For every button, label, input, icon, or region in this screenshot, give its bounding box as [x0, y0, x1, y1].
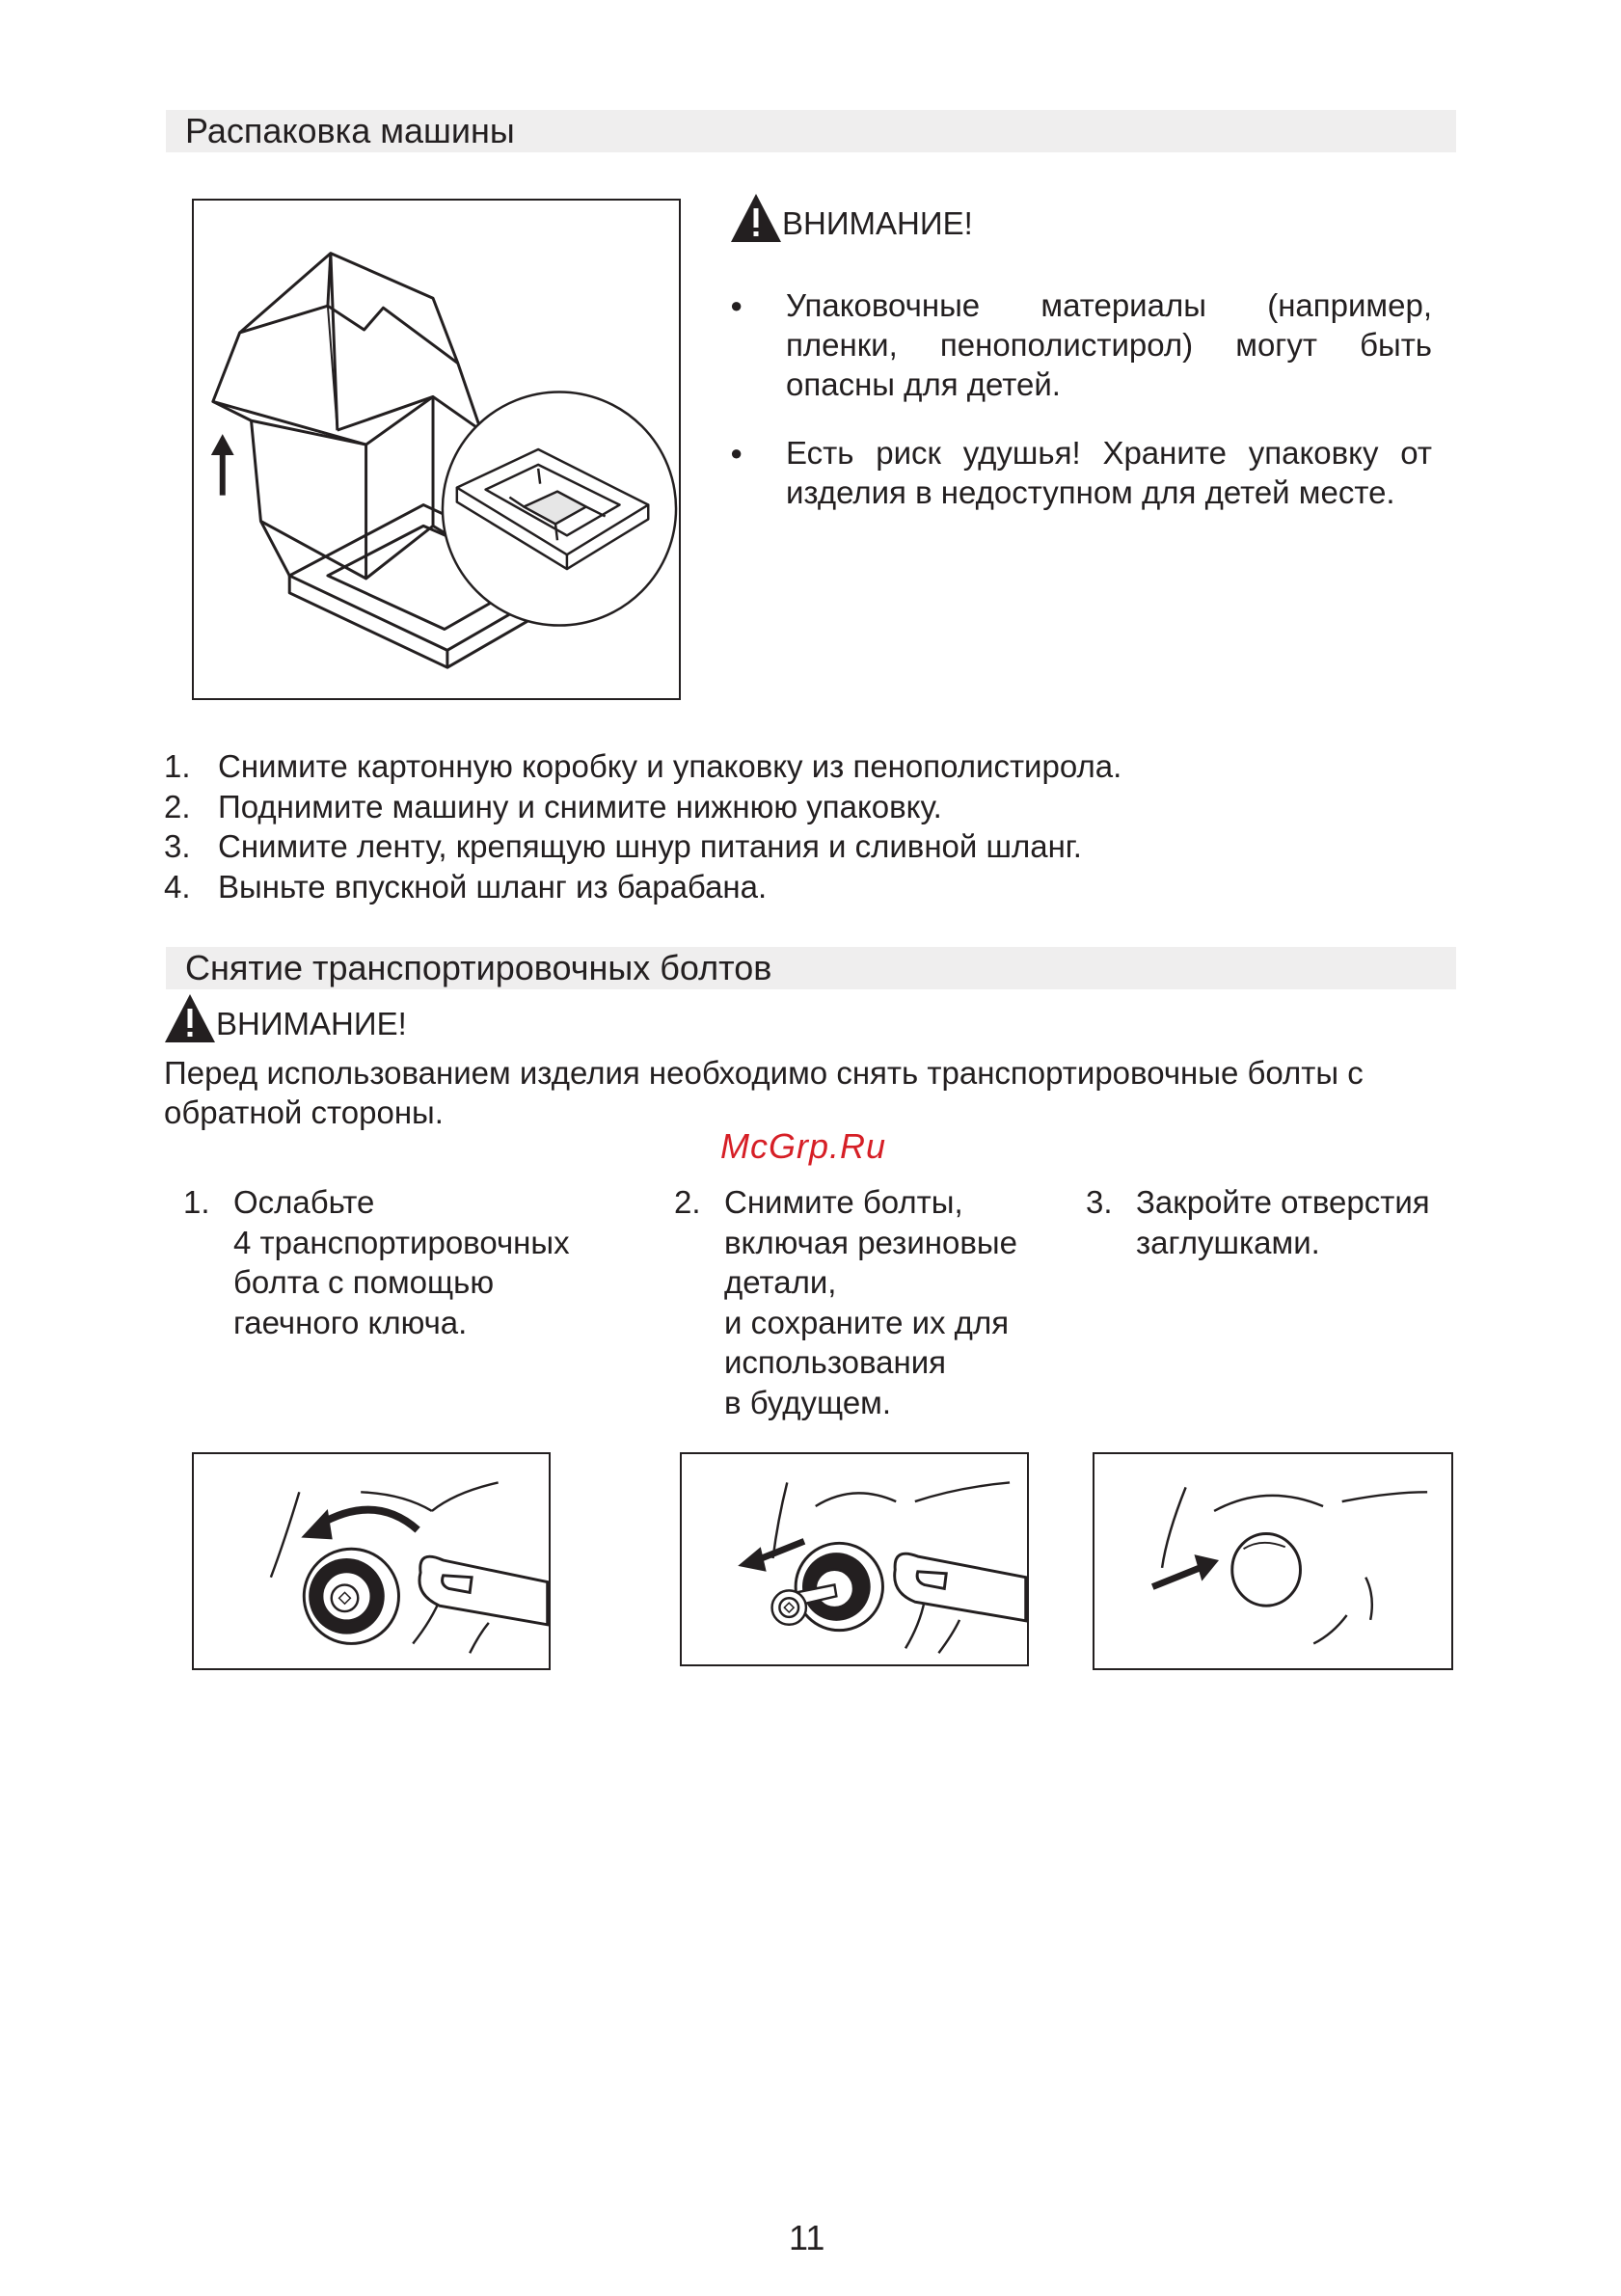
- step-text: [724, 1182, 1017, 1422]
- step-text: Выньте впускной шланг из барабана.: [218, 868, 768, 905]
- insert-plug-drawing: [1094, 1454, 1451, 1668]
- warning-unpacking: [730, 193, 973, 243]
- section-title-unpacking: Распаковка машины: [166, 110, 1456, 152]
- bolt-icon: [304, 1549, 398, 1643]
- step-number: 3.: [1086, 1184, 1113, 1220]
- step-text: [1136, 1182, 1430, 1262]
- rotate-arrow-icon: [301, 1509, 418, 1539]
- step-number: 2.: [164, 788, 191, 824]
- warning-bolts: [164, 993, 407, 1043]
- remove-bolt-illustration: [680, 1452, 1029, 1666]
- remove-bolt-drawing: [682, 1454, 1027, 1664]
- step-number: 4.: [164, 868, 191, 905]
- step-line: 4 транспортировочных: [233, 1224, 570, 1260]
- page-number: 11: [789, 2218, 825, 2257]
- box-lift-drawing: [194, 201, 679, 698]
- step-line: Снимите болты,: [724, 1184, 963, 1220]
- step-line: детали,: [724, 1264, 837, 1300]
- warning-label: ВНИМАНИЕ!: [782, 205, 973, 241]
- bolt-step-2: [674, 1182, 1017, 1422]
- warning-label: ВНИМАНИЕ!: [216, 1006, 407, 1041]
- step-line: Ослабьте: [233, 1184, 375, 1220]
- bolt-step-3: [1086, 1182, 1430, 1262]
- list-item: [164, 787, 1456, 827]
- cover-plug-icon: [1232, 1534, 1301, 1607]
- section-title-bolts: Снятие транспортировочных болтов: [166, 947, 1456, 989]
- watermark-text: McGrp.Ru: [720, 1126, 887, 1166]
- step-text: Поднимите машину и снимите нижнюю упаковку.: [218, 788, 942, 824]
- list-item: [164, 826, 1456, 867]
- step-number: 1.: [183, 1184, 210, 1220]
- warning-triangle-icon: [164, 993, 216, 1043]
- step-line: Закройте отверстия: [1136, 1184, 1430, 1220]
- step-line: включая резиновые: [724, 1224, 1017, 1260]
- step-line: заглушками.: [1136, 1224, 1320, 1260]
- list-item: ● Упаковочные материалы (например, пленки, пенополистирол) могут быть опасны для детей.: [730, 285, 1432, 404]
- unpacking-steps: [164, 746, 1456, 906]
- step-number: 2.: [674, 1184, 701, 1220]
- wrench-icon: [895, 1553, 1026, 1621]
- wrench-icon: [419, 1556, 548, 1625]
- step-line: болта с помощью: [233, 1264, 495, 1300]
- loosen-bolt-illustration: [192, 1452, 551, 1670]
- bolt-step-1: [183, 1182, 570, 1342]
- lift-arrow-icon: [211, 434, 234, 495]
- list-item: [164, 746, 1456, 787]
- step-line: использования: [724, 1344, 947, 1380]
- step-text: [233, 1182, 570, 1342]
- warning-triangle-icon: [730, 193, 782, 243]
- step-number: 3.: [164, 828, 191, 864]
- step-line: в будущем.: [724, 1384, 892, 1420]
- step-number: 1.: [164, 748, 191, 784]
- list-item: ● Есть риск удушья! Храните упаковку от изделия в недоступном для детей месте.: [730, 433, 1432, 512]
- step-line: и сохраните их для: [724, 1304, 1010, 1340]
- unpacking-illustration: [192, 199, 681, 700]
- step-text: Снимите картонную коробку и упаковку из пенополистирола.: [218, 748, 1122, 784]
- warning-text: Перед использованием изделия необходимо снять транспортировочные болты с обратной стороны.: [164, 1055, 1364, 1130]
- pull-arrow-icon: [738, 1541, 804, 1571]
- rubber-bushing-icon: [796, 1543, 882, 1630]
- list-item: [164, 867, 1456, 907]
- warning-bullets: [730, 285, 1432, 541]
- insert-plug-illustration: [1093, 1452, 1453, 1670]
- loosen-bolt-drawing: [194, 1454, 549, 1668]
- step-text: Снимите ленту, крепящую шнур питания и сливной шланг.: [218, 828, 1082, 864]
- step-line: гаечного ключа.: [233, 1304, 468, 1340]
